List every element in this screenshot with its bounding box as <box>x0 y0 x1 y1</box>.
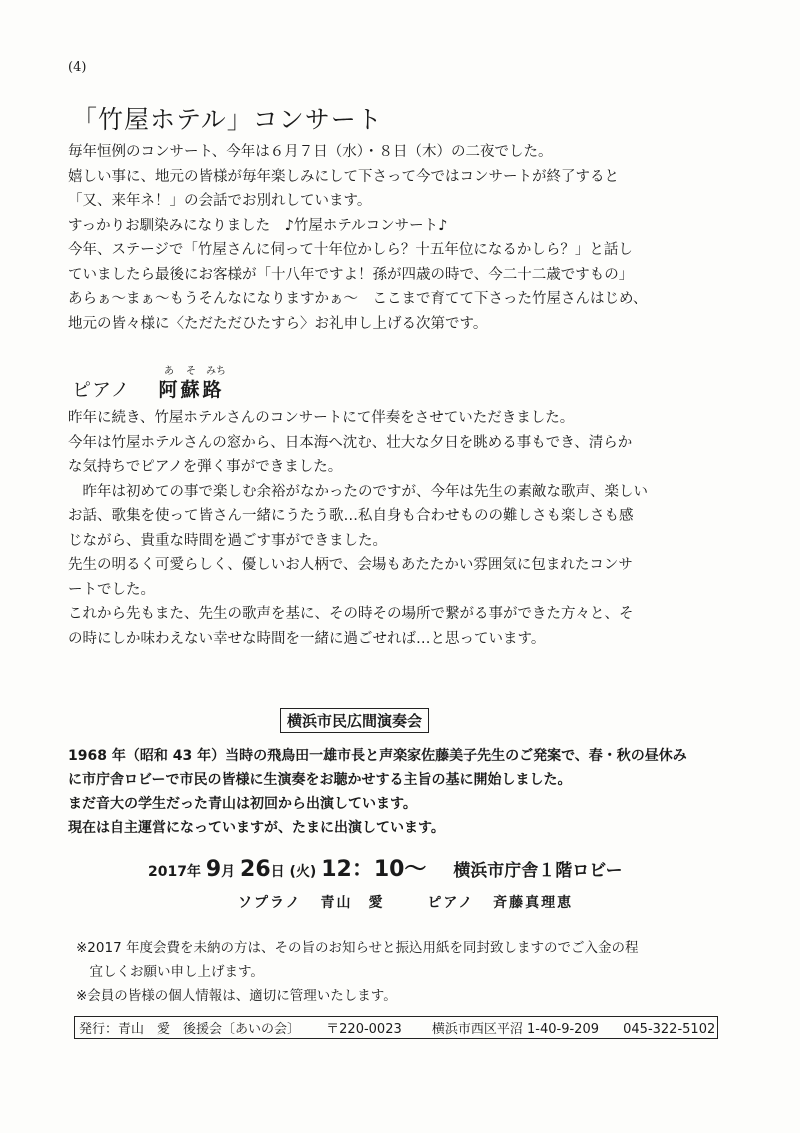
text-line: まだ音大の学生だった青山は初回から出演しています。 <box>68 796 417 812</box>
text-line: に市庁舎ロビーで市民の皆様に生演奏をお聴かせする主旨の基に開始しました。 <box>68 772 572 788</box>
postal-code: 〒220-0023 <box>326 1022 402 1037</box>
event-day-unit: 日 <box>270 864 285 880</box>
performer-role: ピアノ <box>427 895 475 911</box>
text-line: な気持ちでピアノを弾く事ができました。 <box>68 459 343 475</box>
publisher-footer <box>74 1016 718 1039</box>
event-month: 9 <box>205 857 222 882</box>
text-line: 昨年は初めての事で楽しむ余裕がなかったのですが、今年は先生の素敵な歌声、楽しい <box>68 483 648 500</box>
article-title-concert: 「竹屋ホテル」コンサート <box>72 105 383 134</box>
text-line: 現在は自主運営になっていますが、たまに出演しています。 <box>68 820 445 836</box>
text-line: 毎年恒例のコンサート、今年は６月７日（水）・８日（木）の二夜でした。 <box>68 144 553 160</box>
text-line: 地元の皆々様に〈ただただひたすら〉お礼申し上げる次第です。 <box>68 315 488 332</box>
section-heading-piano <box>72 375 225 402</box>
event-time: 12：10～ <box>321 857 427 882</box>
text-line: あらぁ～まぁ～もうそんなになりますかぁ～ ここまで育てて下さった竹屋さんはじめ、 <box>68 291 648 307</box>
note-line: ※2017 年度会費を未納の方は、その旨のお知らせと振込用紙を同封致しますのでご入金の程 <box>76 940 639 956</box>
text-line: じながら、貴重な時間を過ごす事ができました。 <box>68 532 387 549</box>
event-year: 2017 <box>148 864 187 880</box>
text-line: すっかりお馴染みになりました ♪竹屋ホテルコンサート♪ <box>68 217 448 234</box>
section-role: ピアノ <box>72 379 131 401</box>
page-number: (4) <box>68 60 87 75</box>
boxed-title-yokohama-concert: 横浜市民広間演奏会 <box>280 708 429 733</box>
text-line: 「又、来年ネ！」の会話でお別れしています。 <box>68 193 372 209</box>
text-line: 今年は竹屋ホテルさんの窓から、日本海へ沈む、壮大な夕日を眺める事もでき、清らか <box>68 434 633 451</box>
text-line: 昨年に続き、竹屋ホテルさんのコンサートにて伴奏をさせていただきました。 <box>68 410 575 426</box>
performer-role: ソプラノ <box>238 895 302 911</box>
publisher: 発行：青山 愛 後援会〔あいの会〕 <box>79 1022 301 1037</box>
event-weekday: (火) <box>289 864 317 880</box>
text-line: ートでした。 <box>68 581 155 598</box>
text-line: ていましたら最後にお客様が「十八年ですよ！孫が四歳の時で、今二十二歳ですもの」 <box>68 266 634 283</box>
text-line: 嬉しい事に、地元の皆様が毎年楽しみにして下さって今ではコンサートが終了すると <box>68 168 619 185</box>
event-year-unit: 年 <box>186 864 201 880</box>
ruby-text: そ <box>186 366 196 377</box>
text-line: 先生の明るく可愛らしく、優しいお人柄で、会場もあたたかい雰囲気に包まれたコンサ <box>68 557 633 573</box>
text-line: の時にしか味わえない幸せな時間を一緒に過ごせれば…と思っています。 <box>68 630 546 647</box>
performer-name: 斉藤真理恵 <box>493 895 574 911</box>
notes-block <box>76 936 639 1008</box>
ruby-text: あ <box>164 366 174 377</box>
address: 横浜市西区平沼 1-40-9-209 <box>431 1022 599 1037</box>
article-body-yokohama <box>68 744 738 840</box>
event-datetime-place <box>148 852 623 883</box>
performers-line <box>238 892 585 912</box>
note-line: ※会員の皆様の個人情報は、適切に管理いたします。 <box>76 988 397 1004</box>
event-place: 横浜市庁舎１階ロビー <box>453 861 623 881</box>
text-line: お話、歌集を使って皆さん一緒にうたう歌…私自身も合わせものの難しさも楽しさも感 <box>68 508 634 524</box>
article-body-concert <box>68 140 738 336</box>
note-line: 宜しくお願い申し上げます。 <box>76 964 264 980</box>
text-line: 1968 年（昭和 43 年）当時の飛鳥田一雄市長と声楽家佐藤美子先生のご発案で、春・秋の昼休み <box>68 748 687 764</box>
phone-number: 045-322-5102 <box>623 1022 716 1037</box>
event-day: 26 <box>240 857 271 882</box>
text-line: これから先もまた、先生の歌声を基に、その時その場所で繋がる事ができた方々と、そ <box>68 606 634 622</box>
ruby-text: みち <box>206 366 226 377</box>
section-author-name: 阿蘇路 <box>158 379 225 401</box>
event-month-unit: 月 <box>221 864 236 880</box>
article-body-piano <box>68 406 738 651</box>
text-line: 今年、ステージで「竹屋さんに伺って十年位かしら？十五年位になるかしら？」と話し <box>68 242 633 258</box>
performer-name: 青山 愛 <box>320 895 385 911</box>
